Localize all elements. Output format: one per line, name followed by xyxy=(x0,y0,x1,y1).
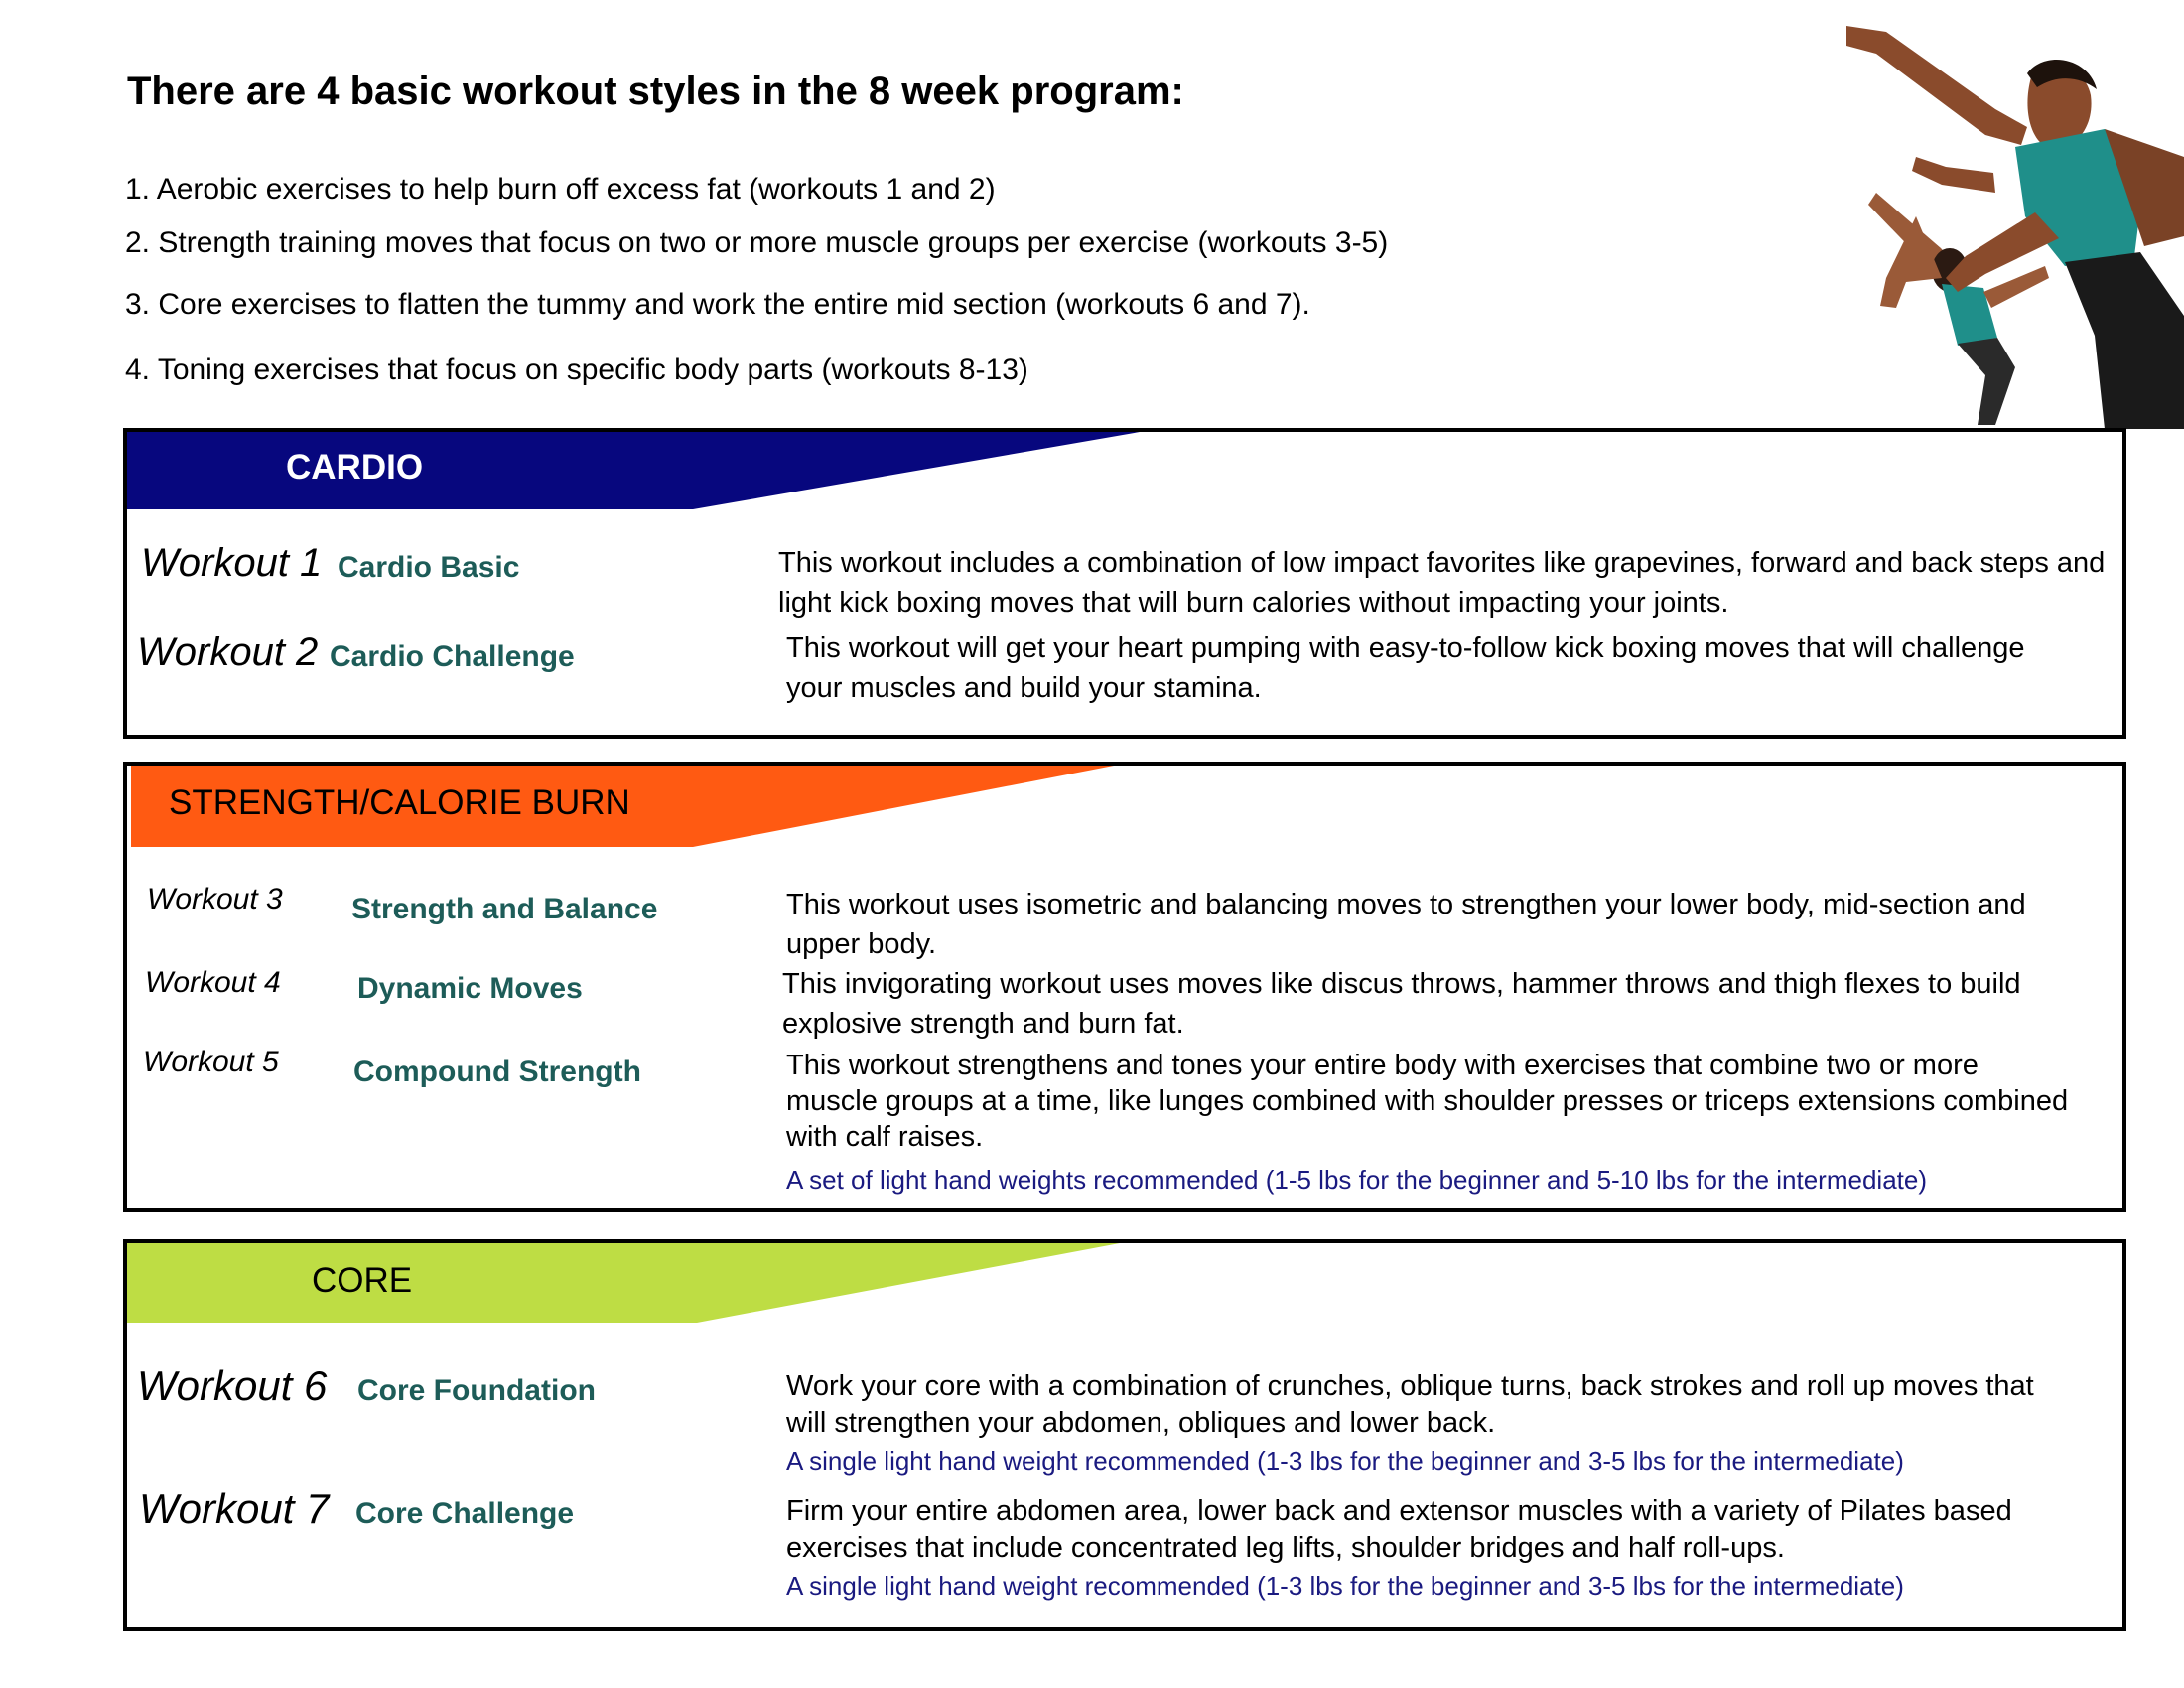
workout-7-number: Workout 7 xyxy=(139,1485,330,1532)
workout-6-description: Work your core with a combination of crunches, oblique turns, back strokes and roll up moves that will strengthen your abdomen, obliques and lower back. xyxy=(786,1370,2034,1439)
workout-4-description: This invigorating workout uses moves like discus throws, hammer throws and thigh flexes to build explosive strength and burn fat. xyxy=(782,968,2021,1040)
workout-1-name: Cardio Basic xyxy=(338,551,520,584)
core-section xyxy=(123,1239,2126,1631)
workout-4-name: Dynamic Moves xyxy=(357,972,583,1005)
athletes-photo xyxy=(1846,18,2184,429)
workout-5-number: Workout 5 xyxy=(143,1046,279,1078)
workout-3-description: This workout uses isometric and balancing moves to strengthen your lower body, mid-section and upper body. xyxy=(786,889,2026,960)
workout-6-number: Workout 6 xyxy=(137,1362,328,1409)
page-title: There are 4 basic workout styles in the 8 week program: xyxy=(127,70,1184,113)
intro-item-4: 4. Toning exercises that focus on specific body parts (workouts 8-13) xyxy=(125,353,1028,386)
workout-3-number: Workout 3 xyxy=(147,883,283,915)
strength-weights-note: A set of light hand weights recommended (1-5 lbs for the beginner and 5-10 lbs for the intermediate) xyxy=(786,1165,1927,1195)
intro-item-1: 1. Aerobic exercises to help burn off excess fat (workouts 1 and 2) xyxy=(125,173,996,206)
workout-7-weights-note: A single light hand weight recommended (1-3 lbs for the beginner and 3-5 lbs for the intermediate) xyxy=(786,1571,1904,1601)
workout-1-description: This workout includes a combination of low impact favorites like grapevines, forward and back steps and light kick boxing moves that will burn calories without impacting your joints. xyxy=(778,547,2106,619)
workout-5-name: Compound Strength xyxy=(353,1055,641,1088)
core-label: CORE xyxy=(312,1261,413,1300)
workout-6-weights-note: A single light hand weight recommended (1-3 lbs for the beginner and 3-5 lbs for the intermediate) xyxy=(786,1446,1904,1476)
workout-3-name: Strength and Balance xyxy=(351,893,658,925)
workout-2-name: Cardio Challenge xyxy=(330,640,575,673)
workout-7-description: Firm your entire abdomen area, lower back and extensor muscles with a variety of Pilates based exercises that include concentrated leg lifts, shoulder bridges and half roll-ups. xyxy=(786,1495,2012,1564)
workout-7-name: Core Challenge xyxy=(355,1497,575,1530)
workout-5-description: This workout strengthens and tones your entire body with exercises that combine two or more muscle groups at a time, like lunges combined with shoulder presses or triceps extensions combined with calf raises. xyxy=(786,1050,2069,1153)
cardio-section xyxy=(123,428,2126,739)
workout-4-number: Workout 4 xyxy=(145,966,281,999)
strength-label: STRENGTH/CALORIE BURN xyxy=(169,783,630,822)
workout-2-description: This workout will get your heart pumping with easy-to-follow kick boxing moves that will challenge your muscles and build your stamina. xyxy=(786,633,2025,704)
core-banner xyxy=(127,1243,1219,1325)
strength-section xyxy=(123,762,2126,1212)
workout-6-name: Core Foundation xyxy=(357,1374,596,1407)
workout-2-number: Workout 2 xyxy=(137,631,319,674)
intro-item-2: 2. Strength training moves that focus on two or more muscle groups per exercise (workouts 3-5) xyxy=(125,226,1389,259)
cardio-label: CARDIO xyxy=(286,448,424,487)
workout-1-number: Workout 1 xyxy=(141,541,323,585)
intro-item-3: 3. Core exercises to flatten the tummy and work the entire mid section (workouts 6 and 7). xyxy=(125,288,1310,321)
